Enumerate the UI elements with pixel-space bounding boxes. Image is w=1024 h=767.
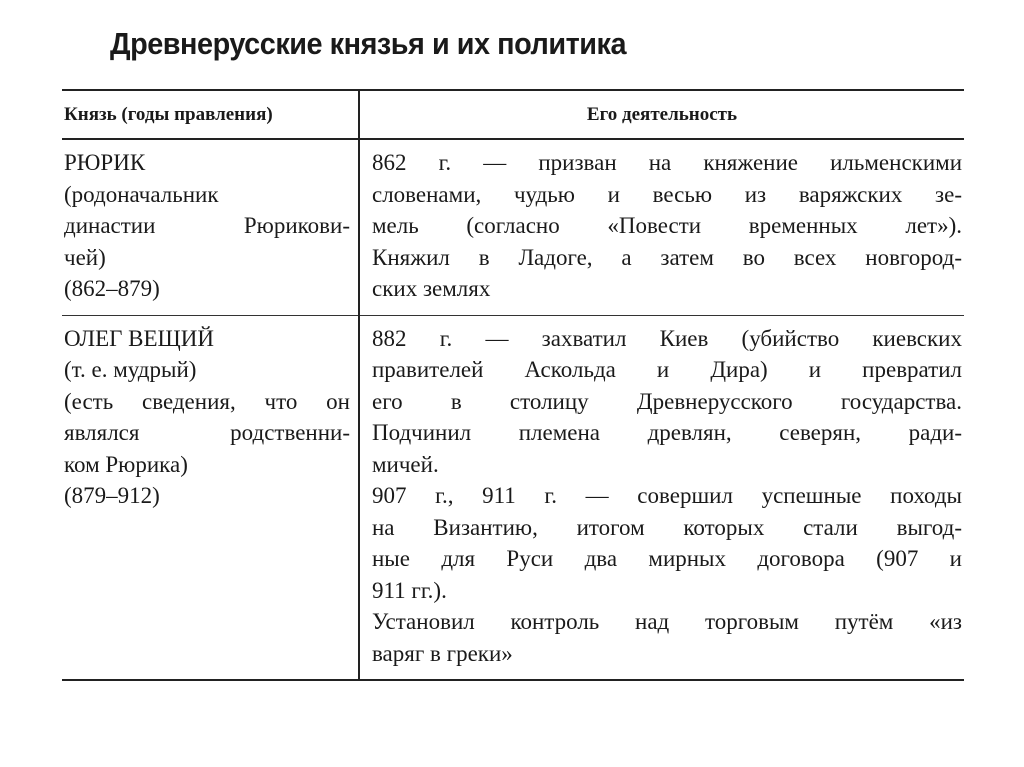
activity-line: мичей. xyxy=(372,451,439,477)
table-row-oleg xyxy=(62,315,964,680)
princes-table xyxy=(62,89,964,681)
activity-line: на Византию, итогом которых стали выгод- xyxy=(372,514,962,540)
activity-line: 862 г. — призван на княжение ильменскими xyxy=(372,150,962,175)
prince-note-line: являлся родственни- xyxy=(64,420,350,445)
activity-line: его в столицу Древнерусского государства. xyxy=(372,388,962,414)
prince-note-line: династии Рюрикови- xyxy=(64,213,350,238)
activity-line: Княжил в Ладоге, а затем во всех новгород- xyxy=(372,244,962,270)
prince-cell-rurik xyxy=(62,139,359,315)
activity-line: 882 г. — захватил Киев (убийство киевских xyxy=(372,325,962,351)
activity-line: мель (согласно «Повести временных лет»). xyxy=(372,213,962,238)
activity-line: 907 г., 911 г. — совершил успешные походы xyxy=(372,483,962,508)
prince-note-line: (т. е. мудрый) xyxy=(64,357,197,382)
header-activity: Его деятельность xyxy=(359,90,964,139)
activity-line: варяг в греки» xyxy=(372,640,513,666)
prince-note-line: чей) xyxy=(64,244,106,270)
page-title: Древнерусские князья и их политика xyxy=(110,26,627,61)
activity-line: 911 гг.). xyxy=(372,577,447,603)
prince-years: (862–879) xyxy=(64,276,160,301)
prince-note-line: (родоначальник xyxy=(64,181,219,207)
prince-note-line: (есть сведения, что он xyxy=(64,388,350,414)
activity-line: Подчинил племена древлян, северян, ради- xyxy=(372,420,962,445)
activity-cell-rurik xyxy=(359,139,964,315)
activity-line: ских землях xyxy=(372,276,491,301)
activity-line: словенами, чудью и весью из варяжских зе- xyxy=(372,181,962,207)
activity-cell-oleg xyxy=(359,315,964,680)
prince-note-line: ком Рюрика) xyxy=(64,451,188,477)
prince-name: РЮРИК xyxy=(64,150,146,175)
prince-name: ОЛЕГ ВЕЩИЙ xyxy=(64,325,214,351)
activity-line: ные для Руси два мирных договора (907 и xyxy=(372,546,962,571)
activity-line: Установил контроль над торговым путём «из xyxy=(372,609,962,634)
prince-cell-oleg xyxy=(62,315,359,680)
activity-line: правителей Аскольда и Дира) и превратил xyxy=(372,357,962,382)
prince-years: (879–912) xyxy=(64,483,160,508)
table-header-row xyxy=(62,90,964,139)
header-prince: Князь (годы правления) xyxy=(62,90,359,139)
table-row-rurik xyxy=(62,139,964,315)
